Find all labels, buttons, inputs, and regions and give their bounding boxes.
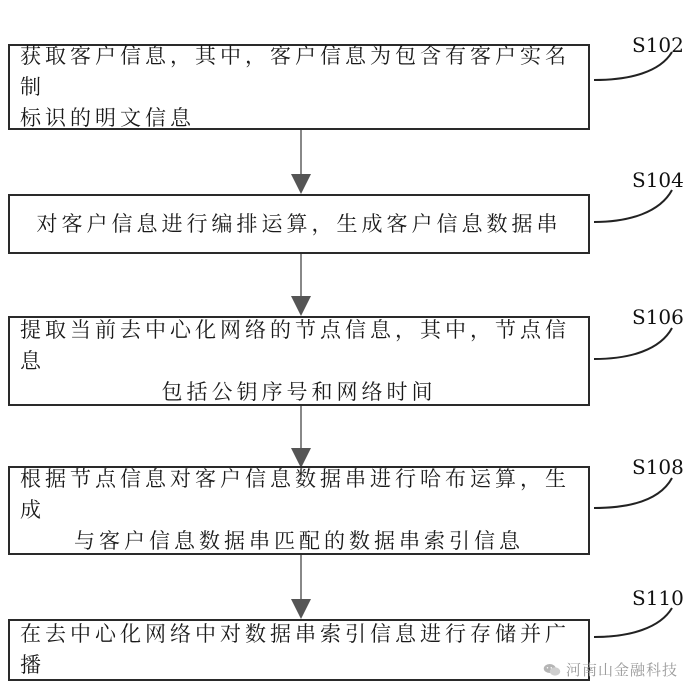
step-text-line1: 对客户信息进行编排运算，生成客户信息数据串 (36, 211, 562, 236)
step-text-line2: 包括公钥序号和网络时间 (161, 379, 437, 404)
leader-s108 (594, 478, 672, 508)
step-id-s104: S104 (632, 168, 684, 192)
step-text-line1: 提取当前去中心化网络的节点信息，其中，节点信息 (20, 317, 570, 373)
step-box-s108 (8, 466, 590, 555)
wechat-icon (543, 663, 561, 677)
step-box-s104 (8, 194, 590, 254)
step-text-s110 (20, 619, 578, 681)
step-id-s106: S106 (632, 305, 684, 329)
watermark-text: 河南山金融科技 (565, 661, 678, 679)
leader-s104 (594, 190, 672, 222)
step-text-s108 (20, 464, 578, 557)
step-text-line2: 标识的明文信息 (20, 105, 195, 130)
step-text-line1: 根据节点信息对客户信息数据串进行哈布运算，生成 (20, 467, 570, 522)
step-text-line2: 与客户信息数据串匹配的数据串索引信息 (74, 529, 524, 553)
step-text-line1: 在去中心化网络中对数据串索引信息进行存储并广播 (20, 622, 570, 677)
step-id-s102: S102 (632, 33, 684, 57)
step-box-s110 (8, 619, 590, 681)
step-text-line1: 获取客户信息，其中，客户信息为包含有客户实名制 (20, 43, 570, 99)
step-id-s110: S110 (632, 586, 684, 610)
leader-s110 (594, 608, 672, 637)
leader-s106 (594, 328, 672, 359)
step-box-s106 (8, 316, 590, 406)
step-text-s102 (20, 41, 578, 134)
step-box-s102 (8, 44, 590, 130)
step-id-s108: S108 (632, 455, 684, 479)
step-text-s106 (20, 315, 578, 408)
watermark (543, 659, 678, 680)
step-text-s104 (37, 209, 562, 240)
